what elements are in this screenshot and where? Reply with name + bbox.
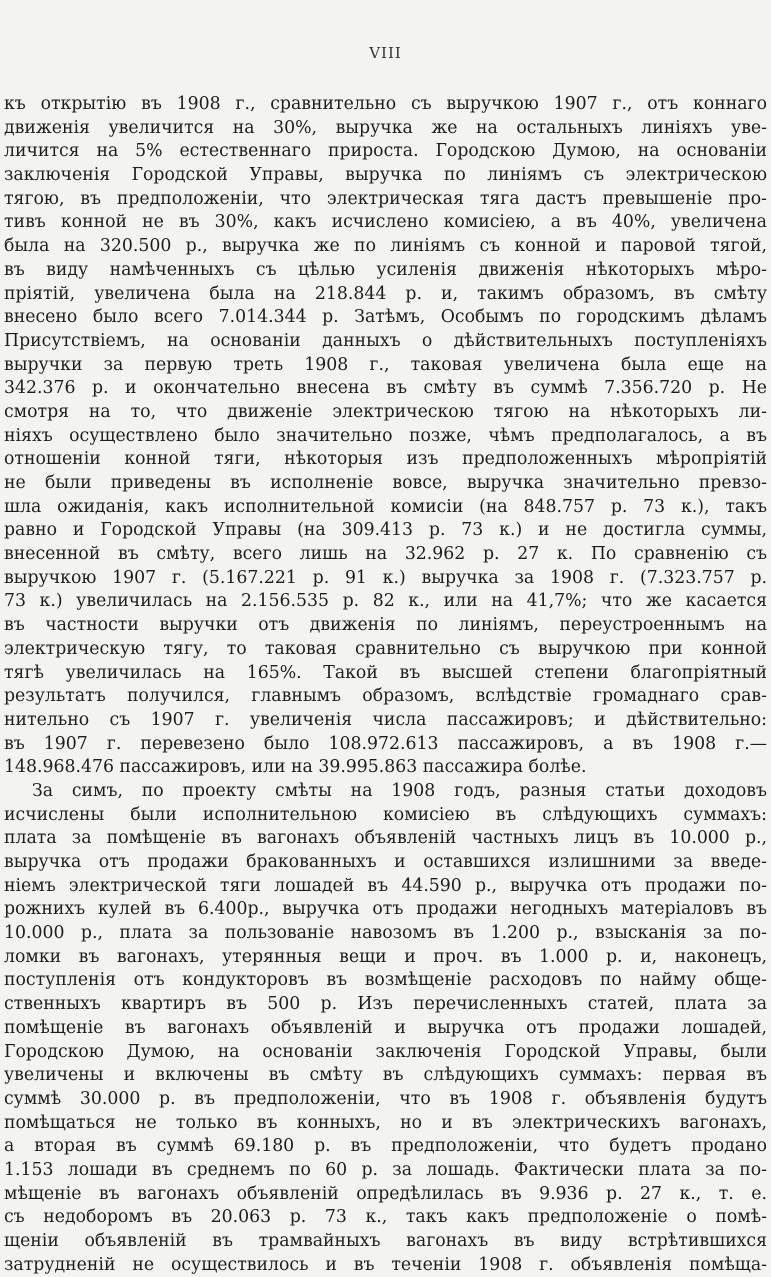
text-line: 10.000 р., плата за пользованіе навозомъ въ 1.200 р., взысканія за по- (4, 923, 767, 944)
text-line: мѣщеніе въ вагонахъ объявленій опредѣлилась въ 9.936 р. 27 к., т. е. (4, 1183, 767, 1204)
text-line: тягѣ увеличилась на 165%. Такой въ высшей степени благопріятный (4, 662, 767, 683)
text-line: движенія увеличится на 30%, выручка же на остальныхъ линіяхъ уве- (4, 117, 767, 138)
text-line: была на 320.500 р., выручка же по линіямъ съ конной и паровой тягой, (4, 236, 767, 257)
text-line: 148.968.476 пассажировъ, или на 39.995.863 пассажира болѣе. (4, 757, 587, 778)
text-line: суммѣ 30.000 р. въ предположеніи, что въ 1908 г. объявленія будутъ (4, 1088, 767, 1109)
text-line: въ частности выручки отъ движенія по линіямъ, переустроеннымъ на (4, 615, 767, 636)
text-line: выручка отъ продажи бракованныхъ и оставшихся излишними за введе- (4, 852, 767, 872)
text-line: въ 1907 г. перевезено было 108.972.613 пассажировъ, а въ 1908 г.— (4, 733, 767, 754)
text-line: а вторая въ суммѣ 69.180 р. въ предположеніи, что будетъ продано (4, 1136, 767, 1157)
text-line: Городскою Думою, на основаніи заключенія Городской Управы, были (4, 1041, 767, 1062)
text-line: выручки за первую треть 1908 г., таковая увеличена была еще на (4, 354, 767, 375)
text-line: рожнихъ кулей въ 6.400р., выручка отъ продажи негодныхъ матеріаловъ въ (4, 899, 767, 920)
text-line: затрудненій не осуществилось и въ теченіи 1908 г. объявленія помѣща- (4, 1254, 767, 1275)
text-line: 73 к.) увеличилась на 2.156.535 р. 82 к., или на 41,7%; что же касается (4, 591, 767, 612)
text-line: 342.376 р. и окончательно внесена въ смѣту въ суммѣ 7.356.720 р. Не (4, 378, 767, 399)
text-line: Присутствіемъ, на основаніи данныхъ о дѣйствительныхъ поступленіяхъ (4, 330, 767, 351)
text-line: исчислены были исполнительною комисіею въ слѣдующихъ суммахъ: (4, 804, 767, 825)
text-line: заключенія Городской Управы, выручка по линіямъ съ электрическою (4, 165, 767, 186)
text-line: съ недоборомъ въ 20.063 р. 73 к., такъ какъ предположеніе о помѣ- (4, 1207, 767, 1228)
text-line: къ открытію въ 1908 г., сравнительно съ выручкою 1907 г., отъ коннаго (4, 94, 767, 114)
body-text (4, 93, 767, 1277)
text-line: личится на 5% естественнаго прироста. Городскою Думою, на основаніи (4, 141, 767, 162)
text-line: результатъ получился, главнымъ образомъ, вслѣдствіе громаднаго срав- (4, 686, 767, 707)
text-line: внесено было всего 7.014.344 р. Затѣмъ, Особымъ по городскимъ дѣламъ (4, 307, 767, 328)
text-line: ломки въ вагонахъ, утерянныя вещи и проч. въ 1.000 р. и, наконецъ, (4, 946, 767, 967)
text-line: тивъ конной не въ 30%, какъ исчислено комисіею, а въ 40%, увеличена (4, 212, 767, 233)
text-line: внесенной въ смѣту, всего лишь на 32.962 р. 27 к. По сравненію съ (4, 544, 767, 565)
text-line: нительно съ 1907 г. увеличенія числа пассажировъ; и дѣйствительно: (4, 709, 767, 730)
text-line: равно и Городской Управы (на 309.413 р. 73 к.) и не достигла суммы, (4, 520, 767, 541)
text-line: плата за помѣщеніе въ вагонахъ объявленій частныхъ лицъ въ 10.000 р., (4, 828, 767, 849)
text-line: выручкою 1907 г. (5.167.221 р. 91 к.) выручка за 1908 г. (7.323.757 р. (4, 567, 767, 588)
text-line: шла ожиданія, какъ исполнительной комисіи (на 848.757 р. 73 к.), такъ (4, 496, 767, 517)
text-line: не были приведены въ исполненіе вовсе, выручка значительно превзо- (4, 473, 767, 493)
text-line: отношеніи конной тяги, нѣкоторыя изъ предположенныхъ мѣропріятій (4, 449, 767, 470)
text-line: электрическую тягу, то таковая сравнительно съ выручкою при конной (4, 638, 767, 659)
text-line: поступленія отъ кондукторовъ въ возмѣщеніе расходовъ по найму обще- (4, 970, 767, 991)
text-line: тягою, въ предположеніи, что электрическая тяга дастъ превышеніе про- (4, 188, 767, 209)
text-line: увеличены и включены въ смѣту въ слѣдующихъ суммахъ: первая въ (4, 1065, 767, 1086)
text-line: ніемъ электрической тяги лошадей въ 44.590 р., выручка отъ продажи по- (4, 875, 767, 896)
text-line: 1.153 лошади въ среднемъ по 60 р. за лошадь. Фактически плата за по- (4, 1159, 767, 1180)
text-line: смотря на то, что движеніе электрическою тягою на нѣкоторыхъ ли- (4, 401, 767, 422)
text-line: За симъ, по проекту смѣты на 1908 годъ, разныя статьи доходовъ (32, 780, 767, 801)
text-line: ніяхъ осуществлено было значительно позже, чѣмъ предполагалось, а въ (4, 425, 767, 446)
text-line: помѣщаться не только въ конныхъ, но и въ электрическихъ вагонахъ, (4, 1112, 767, 1133)
text-line: пріятій, увеличена была на 218.844 р. и, такимъ образомъ, въ смѣту (4, 283, 767, 304)
page-number: VIII (369, 44, 402, 62)
text-line: ственныхъ квартиръ въ 500 р. Изъ перечисленныхъ статей, плата за (4, 994, 767, 1015)
text-line: въ виду намѣченныхъ съ цѣлью усиленія движенія нѣкоторыхъ мѣро- (4, 259, 767, 280)
text-line: щеніи объявленій въ трамвайныхъ вагонахъ въ виду встрѣтившихся (4, 1231, 767, 1251)
text-line: помѣщеніе въ вагонахъ объявленій и выручка отъ продажи лошадей, (4, 1017, 767, 1038)
